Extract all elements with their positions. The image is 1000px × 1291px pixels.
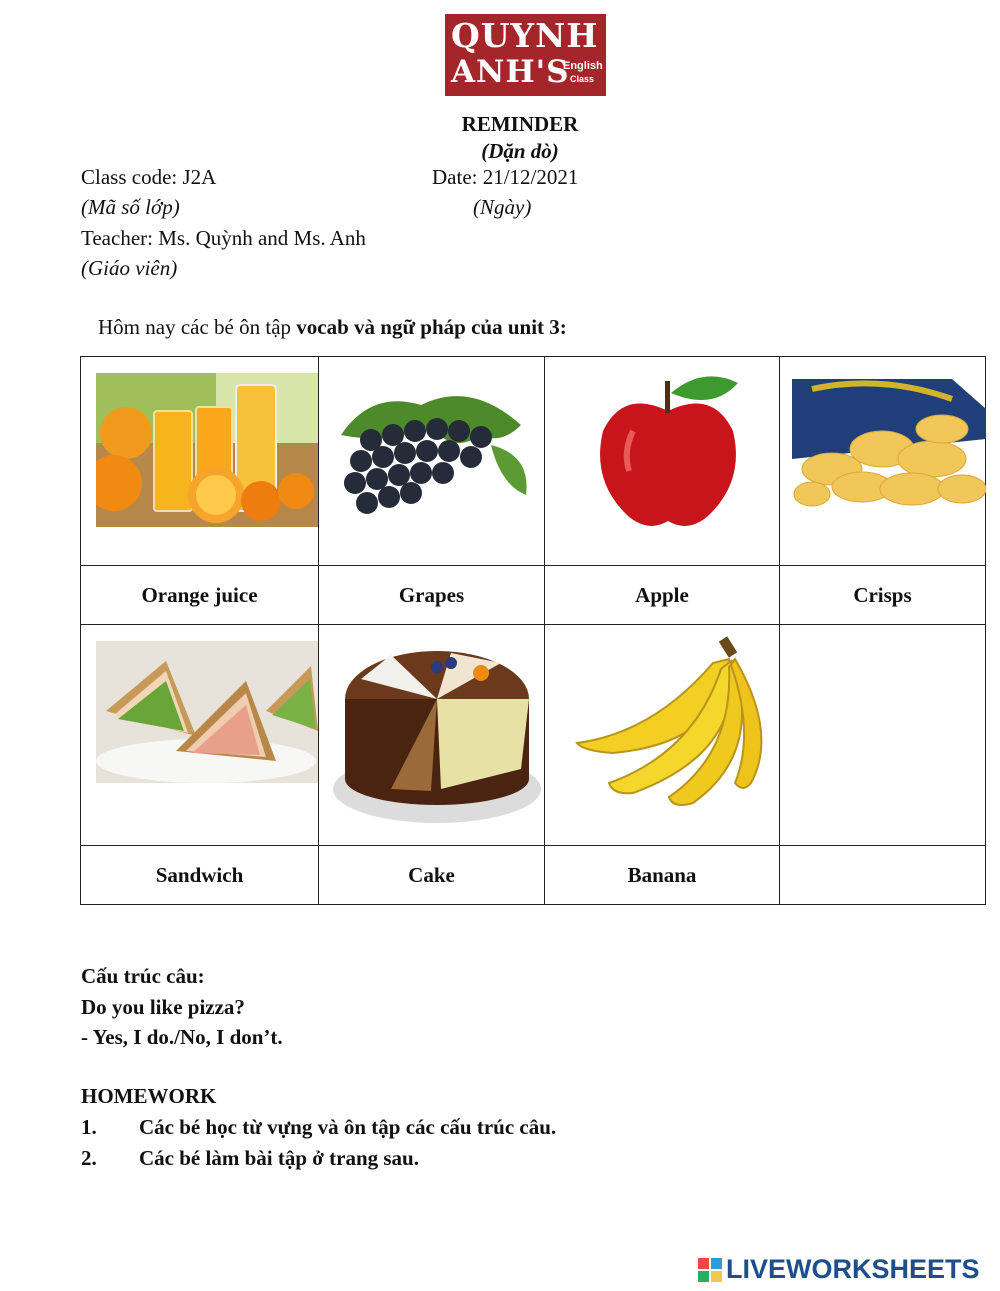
vocab-label: Grapes (319, 566, 545, 625)
vocab-label: Apple (545, 566, 780, 625)
image-cell-orange-juice (81, 357, 319, 566)
page-subtitle: (Dặn dò) (481, 139, 559, 163)
image-cell-banana (545, 625, 780, 846)
date-vi: (Ngày) (473, 195, 532, 219)
image-cell-sandwich (81, 625, 319, 846)
structure-heading: Cấu trúc câu: (81, 964, 205, 988)
sandwich-image (96, 641, 318, 783)
image-cell-grapes (319, 357, 545, 566)
apple-image (593, 371, 743, 531)
vocab-label (780, 846, 986, 905)
vocab-label: Crisps (780, 566, 986, 625)
homework-heading: HOMEWORK (81, 1084, 217, 1108)
class-logo (445, 14, 606, 96)
page-title: REMINDER (461, 112, 579, 136)
date: Date: 21/12/2021 (432, 165, 579, 189)
vocab-label: Banana (545, 846, 780, 905)
intro-normal: Hôm nay các bé ôn tập (98, 315, 297, 339)
homework-num-2: 2. (81, 1146, 97, 1170)
vocab-table (80, 356, 986, 905)
logo-line2: ANH'S (451, 54, 570, 90)
crisps-image (792, 379, 986, 515)
homework-item-1: Các bé học từ vựng và ôn tập các cấu trúc câu. (139, 1115, 557, 1139)
vocab-label: Orange juice (81, 566, 319, 625)
teacher-vi: (Giáo viên) (81, 256, 178, 280)
logo-tag-class: Class (570, 74, 595, 84)
empty-cell (780, 625, 986, 846)
homework-item-2: Các bé làm bài tập ở trang sau. (139, 1146, 419, 1170)
image-cell-cake (319, 625, 545, 846)
structure-question: Do you like pizza? (81, 995, 245, 1019)
intro-bold: vocab và ngữ pháp của unit 3: (296, 315, 567, 339)
grapes-image (331, 385, 531, 525)
image-cell-apple (545, 357, 780, 566)
structure-answer: - Yes, I do./No, I don’t. (81, 1025, 283, 1049)
logo-line1: QUYNH (451, 16, 599, 55)
intro-text (98, 315, 567, 340)
cake-image (331, 629, 543, 825)
orange-juice-image (96, 373, 318, 527)
class-code: Class code: J2A (81, 165, 217, 189)
watermark-text: LIVEWORKSHEETS (726, 1254, 980, 1284)
vocab-label: Cake (319, 846, 545, 905)
vocab-label: Sandwich (81, 846, 319, 905)
image-cell-crisps (780, 357, 986, 566)
logo-tag-english: English (563, 60, 603, 72)
homework-num-1: 1. (81, 1115, 97, 1139)
banana-image (573, 633, 773, 813)
liveworksheets-logo-icon (698, 1258, 722, 1282)
class-code-vi: (Mã số lớp) (81, 195, 180, 219)
teacher: Teacher: Ms. Quỳnh and Ms. Anh (81, 226, 366, 250)
